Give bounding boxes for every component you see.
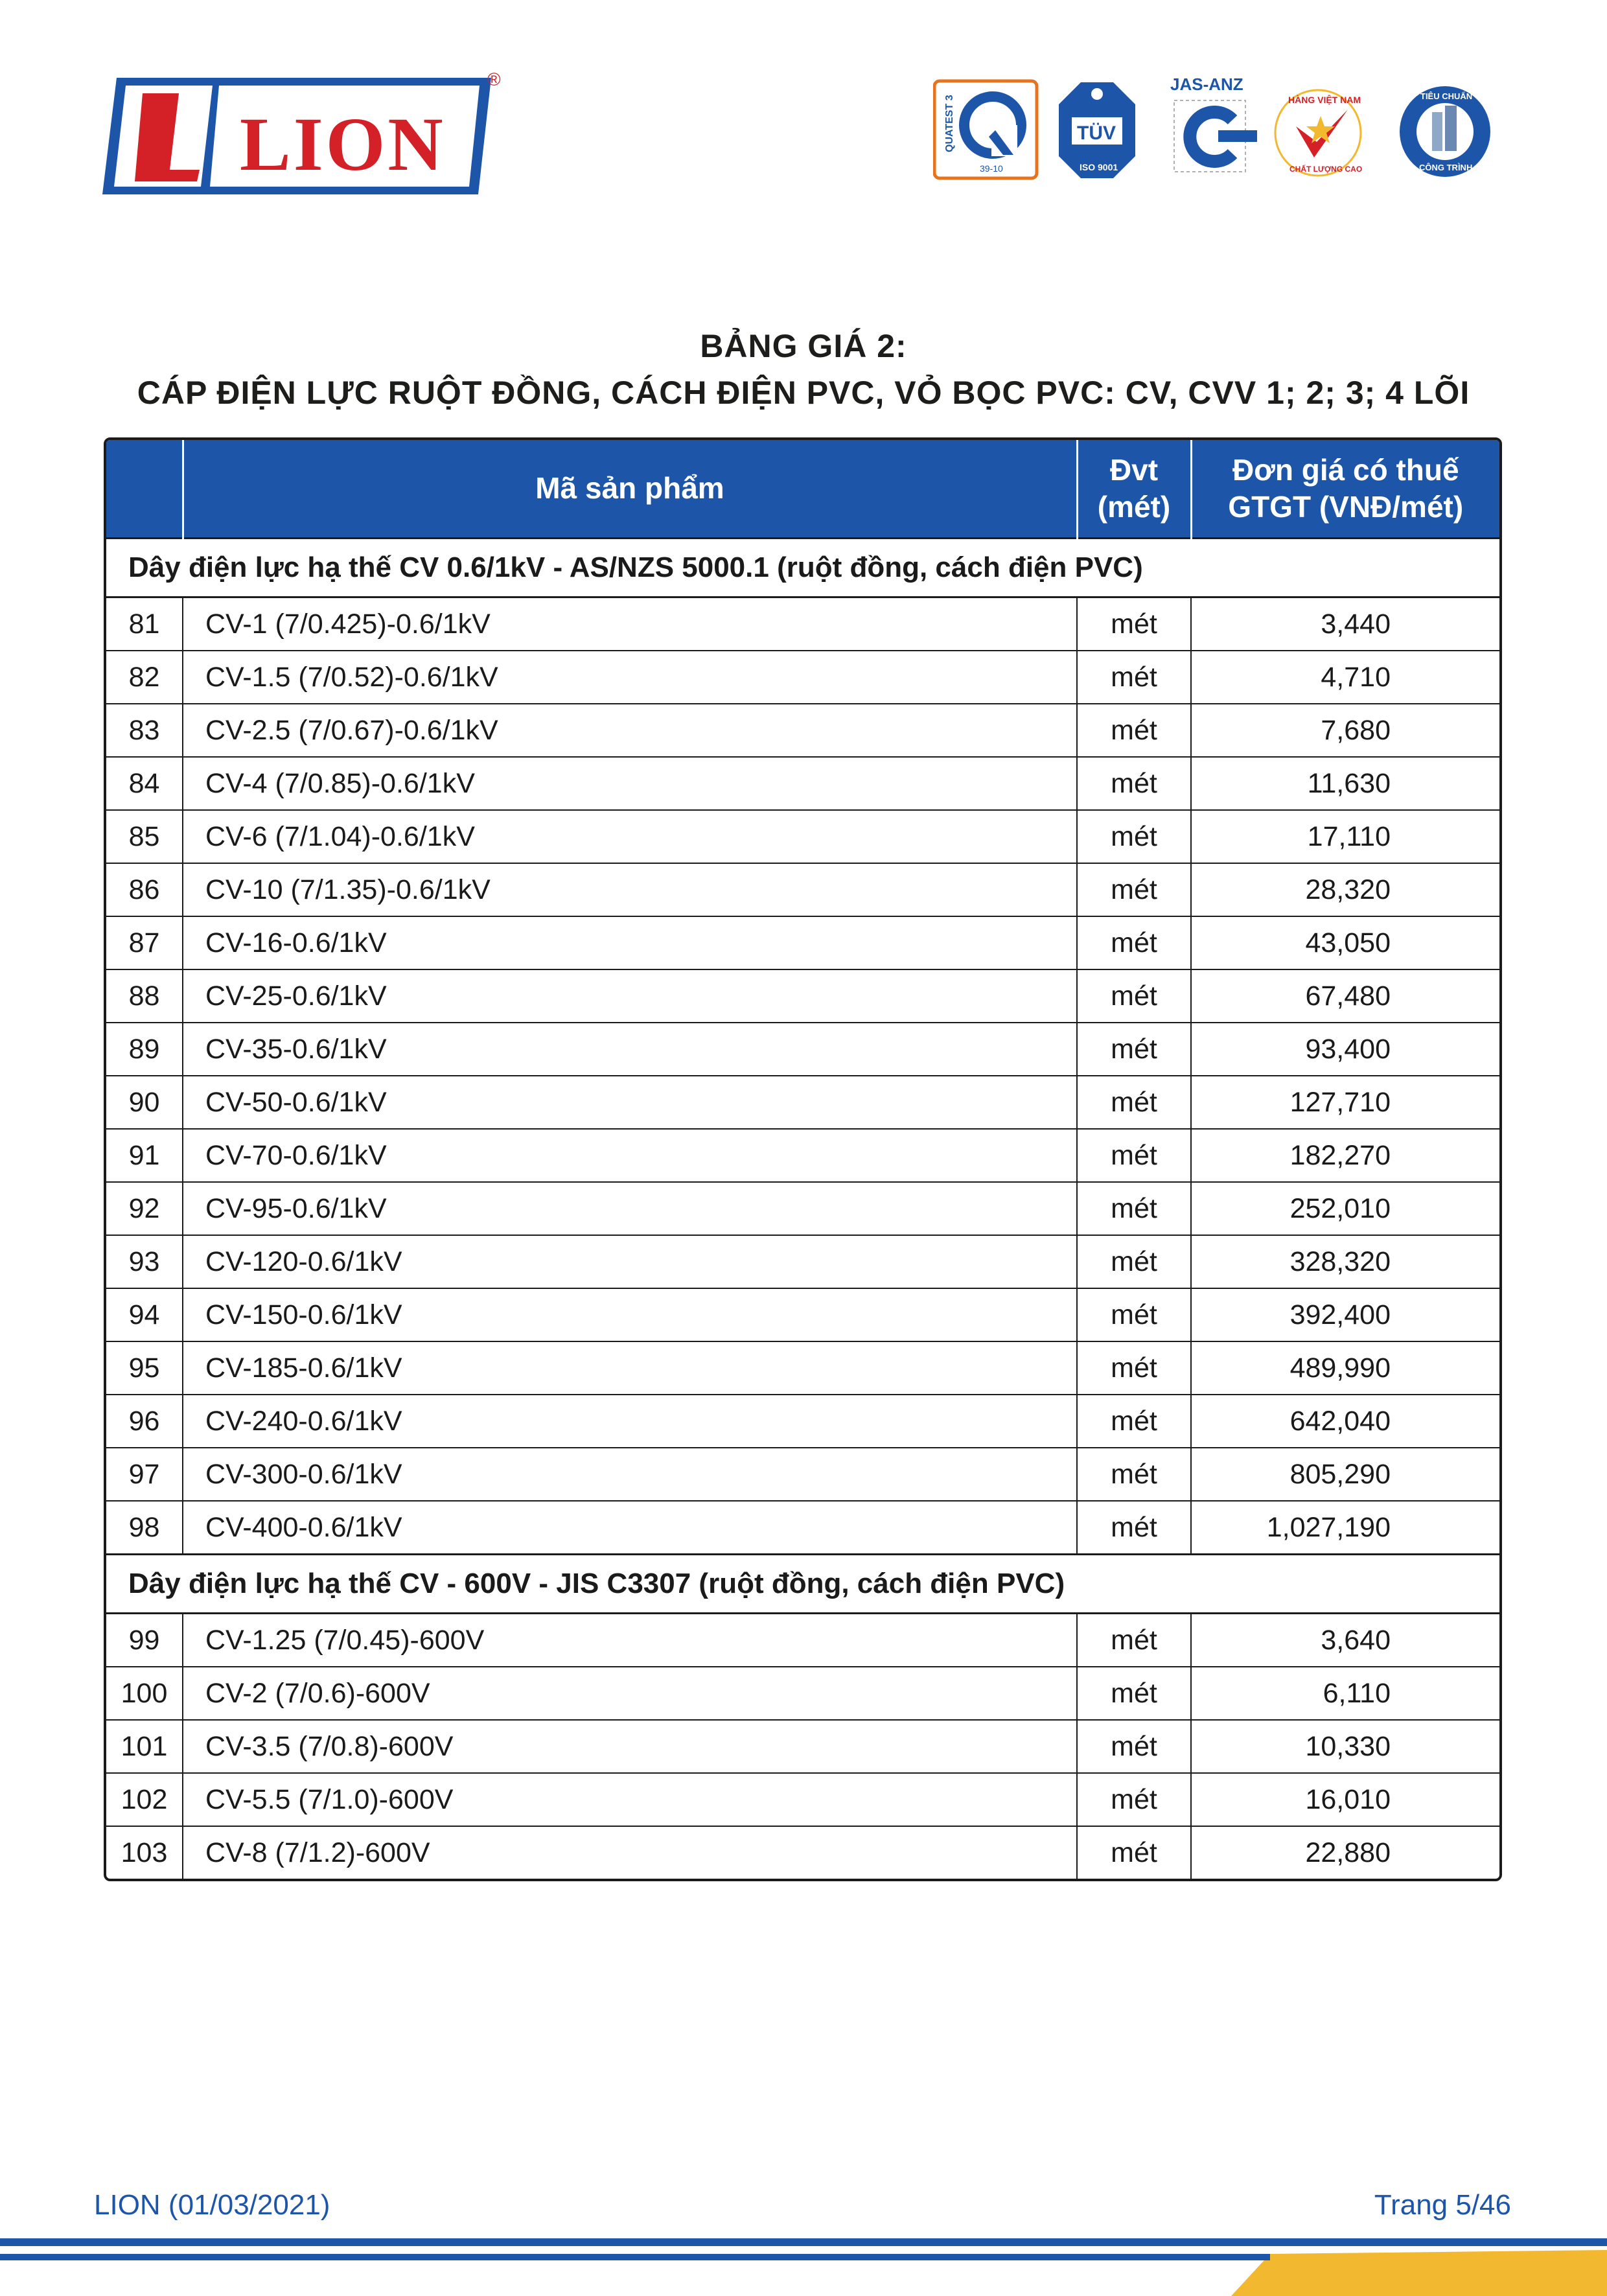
header-unit — [1077, 440, 1191, 539]
row-number: 103 — [106, 1826, 183, 1879]
row-number: 86 — [106, 863, 183, 916]
page-title-line-2: CÁP ĐIỆN LỰC RUỘT ĐỒNG, CÁCH ĐIỆN PVC, VỎ BỌC PVC: CV, CVV 1; 2; 3; 4 LÕI — [137, 375, 1470, 411]
product-code: CV-150-0.6/1kV — [183, 1288, 1077, 1341]
product-code: CV-95-0.6/1kV — [183, 1182, 1077, 1235]
product-code: CV-5.5 (7/1.0)-600V — [183, 1773, 1077, 1826]
footer-decorative-bar — [0, 2234, 1607, 2296]
unit: mét — [1077, 1448, 1191, 1501]
price: 182,270 — [1191, 1129, 1499, 1182]
product-code: CV-120-0.6/1kV — [183, 1235, 1077, 1288]
hang-viet-nam-chat-luong-cao-logo — [1275, 90, 1362, 176]
unit: mét — [1077, 1720, 1191, 1773]
row-number: 102 — [106, 1773, 183, 1826]
row-number: 88 — [106, 969, 183, 1023]
lion-logo — [102, 71, 504, 201]
svg-text:QUATEST 3: QUATEST 3 — [944, 95, 955, 152]
table-row — [106, 1448, 1499, 1501]
unit: mét — [1077, 1341, 1191, 1395]
row-number: 95 — [106, 1341, 183, 1395]
svg-text:TIÊU CHUẨN: TIÊU CHUẨN — [1420, 91, 1473, 101]
unit: mét — [1077, 969, 1191, 1023]
header-price-line2: GTGT (VNĐ/mét) — [1228, 490, 1464, 524]
table-row — [106, 1395, 1499, 1448]
logo-wordmark: LION — [240, 102, 446, 187]
unit: mét — [1077, 1667, 1191, 1720]
row-number: 94 — [106, 1288, 183, 1341]
price: 489,990 — [1191, 1341, 1499, 1395]
header-num — [106, 440, 183, 539]
row-number: 98 — [106, 1501, 183, 1555]
unit: mét — [1077, 704, 1191, 757]
registered-mark: ® — [487, 71, 501, 89]
svg-text:CHẤT LƯỢNG CAO: CHẤT LƯỢNG CAO — [1289, 165, 1363, 174]
row-number: 101 — [106, 1720, 183, 1773]
tuv-logo — [1059, 82, 1135, 178]
price: 93,400 — [1191, 1023, 1499, 1076]
table-row — [106, 1826, 1499, 1879]
header-unit-line1: Đvt — [1109, 452, 1159, 487]
row-number: 83 — [106, 704, 183, 757]
row-number: 81 — [106, 597, 183, 651]
product-code: CV-300-0.6/1kV — [183, 1448, 1077, 1501]
price: 642,040 — [1191, 1395, 1499, 1448]
unit: mét — [1077, 810, 1191, 863]
header-unit-line2: (mét) — [1097, 490, 1171, 524]
unit: mét — [1077, 1129, 1191, 1182]
price: 127,710 — [1191, 1076, 1499, 1129]
row-number: 87 — [106, 916, 183, 969]
price: 252,010 — [1191, 1182, 1499, 1235]
table-row — [106, 1773, 1499, 1826]
header-price-line1: Đơn giá có thuế — [1232, 452, 1459, 487]
product-code: CV-2 (7/0.6)-600V — [183, 1667, 1077, 1720]
product-code: CV-35-0.6/1kV — [183, 1023, 1077, 1076]
table-row — [106, 863, 1499, 916]
row-number: 93 — [106, 1235, 183, 1288]
table-row — [106, 810, 1499, 863]
row-number: 96 — [106, 1395, 183, 1448]
row-number: 85 — [106, 810, 183, 863]
table-row — [106, 1341, 1499, 1395]
row-number: 97 — [106, 1448, 183, 1501]
row-number: 91 — [106, 1129, 183, 1182]
svg-text:39-10: 39-10 — [980, 163, 1003, 174]
price: 22,880 — [1191, 1826, 1499, 1879]
product-code: CV-185-0.6/1kV — [183, 1341, 1077, 1395]
product-code: CV-3.5 (7/0.8)-600V — [183, 1720, 1077, 1773]
svg-text:JAS-ANZ: JAS-ANZ — [1170, 75, 1243, 94]
row-number: 92 — [106, 1182, 183, 1235]
tieu-chuan-cong-trinh-logo — [1400, 86, 1490, 177]
unit: mét — [1077, 1395, 1191, 1448]
group-header-row — [106, 539, 1499, 597]
price: 11,630 — [1191, 757, 1499, 810]
table-row — [106, 1076, 1499, 1129]
price: 805,290 — [1191, 1448, 1499, 1501]
unit: mét — [1077, 1826, 1191, 1879]
table-row — [106, 597, 1499, 651]
product-code: CV-70-0.6/1kV — [183, 1129, 1077, 1182]
unit: mét — [1077, 1076, 1191, 1129]
table-row — [106, 1023, 1499, 1076]
table-row — [106, 969, 1499, 1023]
header-product-code: Mã sản phẩm — [183, 440, 1077, 539]
product-code: CV-10 (7/1.35)-0.6/1kV — [183, 863, 1077, 916]
price: 1,027,190 — [1191, 1501, 1499, 1555]
product-code: CV-4 (7/0.85)-0.6/1kV — [183, 757, 1077, 810]
footer-date: LION (01/03/2021) — [94, 2189, 330, 2221]
quatest3-logo — [934, 81, 1037, 178]
unit: mét — [1077, 1182, 1191, 1235]
price: 7,680 — [1191, 704, 1499, 757]
unit: mét — [1077, 1614, 1191, 1667]
product-code: CV-240-0.6/1kV — [183, 1395, 1077, 1448]
table-row — [106, 916, 1499, 969]
product-code: CV-400-0.6/1kV — [183, 1501, 1077, 1555]
price-table — [104, 437, 1502, 1881]
page-title-line-1: BẢNG GIÁ 2: — [700, 328, 907, 364]
header-price — [1191, 440, 1499, 539]
product-code: CV-2.5 (7/0.67)-0.6/1kV — [183, 704, 1077, 757]
product-code: CV-8 (7/1.2)-600V — [183, 1826, 1077, 1879]
row-number: 84 — [106, 757, 183, 810]
table-row — [106, 1614, 1499, 1667]
price: 16,010 — [1191, 1773, 1499, 1826]
table-row — [106, 1235, 1499, 1288]
table-row — [106, 651, 1499, 704]
product-code: CV-50-0.6/1kV — [183, 1076, 1077, 1129]
unit: mét — [1077, 597, 1191, 651]
svg-text:HÀNG VIỆT NAM: HÀNG VIỆT NAM — [1288, 95, 1361, 105]
footer-page-number: Trang 5/46 — [1374, 2189, 1511, 2221]
table-row — [106, 1667, 1499, 1720]
group-label: Dây điện lực hạ thế CV 0.6/1kV - AS/NZS 5000.1 (ruột đồng, cách điện PVC) — [106, 539, 1499, 597]
row-number: 82 — [106, 651, 183, 704]
product-code: CV-25-0.6/1kV — [183, 969, 1077, 1023]
unit: mét — [1077, 1235, 1191, 1288]
unit: mét — [1077, 1288, 1191, 1341]
table-row — [106, 1501, 1499, 1555]
unit: mét — [1077, 1773, 1191, 1826]
unit: mét — [1077, 757, 1191, 810]
product-code: CV-1.5 (7/0.52)-0.6/1kV — [183, 651, 1077, 704]
group-header-row — [106, 1555, 1499, 1614]
table-header-row — [106, 440, 1499, 539]
row-number: 100 — [106, 1667, 183, 1720]
unit: mét — [1077, 1501, 1191, 1555]
price: 392,400 — [1191, 1288, 1499, 1341]
table-row — [106, 704, 1499, 757]
row-number: 99 — [106, 1614, 183, 1667]
unit: mét — [1077, 651, 1191, 704]
row-number: 90 — [106, 1076, 183, 1129]
svg-text:CÔNG TRÌNH: CÔNG TRÌNH — [1419, 163, 1473, 172]
unit: mét — [1077, 916, 1191, 969]
certification-logos — [933, 75, 1497, 185]
table-row — [106, 757, 1499, 810]
price: 3,440 — [1191, 597, 1499, 651]
product-code: CV-6 (7/1.04)-0.6/1kV — [183, 810, 1077, 863]
price: 10,330 — [1191, 1720, 1499, 1773]
table-row — [106, 1129, 1499, 1182]
table-row — [106, 1182, 1499, 1235]
unit: mét — [1077, 1023, 1191, 1076]
group-label: Dây điện lực hạ thế CV - 600V - JIS C3307 (ruột đồng, cách điện PVC) — [106, 1555, 1499, 1614]
product-code: CV-1 (7/0.425)-0.6/1kV — [183, 597, 1077, 651]
price: 43,050 — [1191, 916, 1499, 969]
unit: mét — [1077, 863, 1191, 916]
price: 3,640 — [1191, 1614, 1499, 1667]
price: 17,110 — [1191, 810, 1499, 863]
price: 6,110 — [1191, 1667, 1499, 1720]
svg-text:ISO 9001: ISO 9001 — [1080, 162, 1118, 172]
table-row — [106, 1720, 1499, 1773]
price: 67,480 — [1191, 969, 1499, 1023]
row-number: 89 — [106, 1023, 183, 1076]
product-code: CV-16-0.6/1kV — [183, 916, 1077, 969]
jas-anz-logo — [1170, 75, 1257, 172]
price: 328,320 — [1191, 1235, 1499, 1288]
table-row — [106, 1288, 1499, 1341]
svg-text:TÜV: TÜV — [1077, 122, 1116, 144]
price: 28,320 — [1191, 863, 1499, 916]
price: 4,710 — [1191, 651, 1499, 704]
product-code: CV-1.25 (7/0.45)-600V — [183, 1614, 1077, 1667]
